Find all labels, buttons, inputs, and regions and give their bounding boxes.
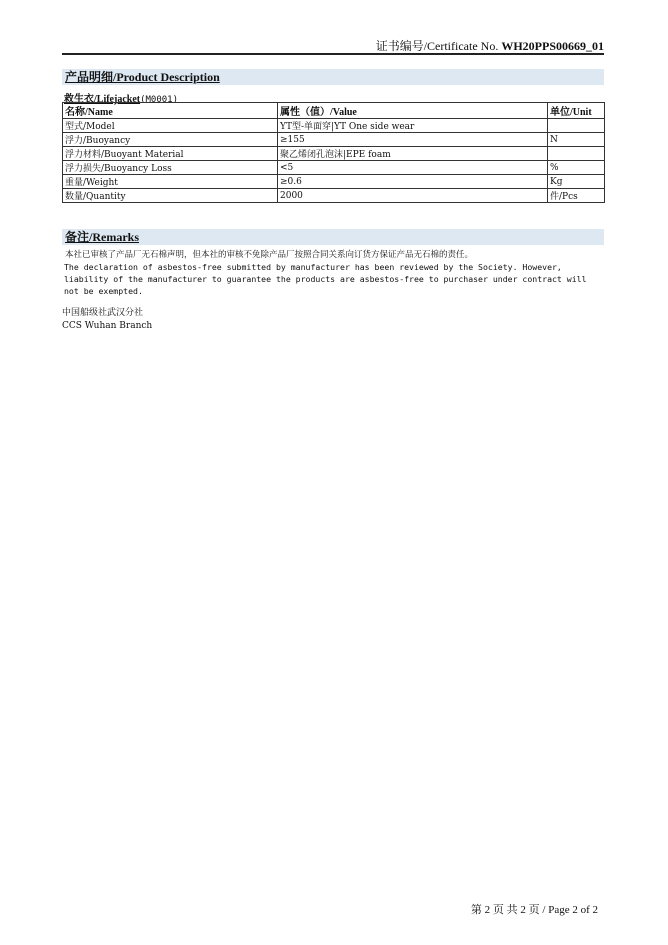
cell-value: ≥0.6	[278, 175, 548, 189]
product-spec-table	[62, 102, 605, 203]
cell-unit: %	[548, 161, 605, 175]
product-name: 救生衣/Lifejacket	[64, 94, 141, 105]
remarks-text	[64, 249, 606, 297]
cell-unit: 件/Pcs	[548, 189, 605, 203]
certificate-number: WH20PPS00669_01	[501, 39, 604, 53]
table-row	[63, 119, 605, 133]
certificate-number-header	[62, 37, 604, 54]
cell-name: 数量/Quantity	[63, 189, 278, 203]
cell-value: <5	[278, 161, 548, 175]
branch-name-english: CCS Wuhan Branch	[62, 321, 153, 331]
cell-unit	[548, 147, 605, 161]
page-number: 第 2 页 共 2 页 / Page 2 of 2	[470, 904, 598, 916]
table-row	[63, 133, 605, 147]
cell-name: 浮力材料/Buoyant Material	[63, 147, 278, 161]
remarks-heading: 备注/Remarks	[62, 229, 604, 245]
remarks-chinese: 本社已审核了产品厂无石棉声明，但本社的审核不免除产品厂按照合同关系向订货方保证产品无石棉的责任。	[65, 250, 474, 260]
column-header-name: 名称/Name	[63, 103, 278, 119]
product-code: (M0001)	[140, 95, 179, 105]
cell-value: ≥155	[278, 133, 548, 147]
cell-unit: N	[548, 133, 605, 147]
certificate-label: 证书编号/Certificate No.	[375, 39, 499, 53]
cell-value: 聚乙烯闭孔泡沫|EPE foam	[278, 147, 548, 161]
cell-name: 浮力损失/Buoyancy Loss	[63, 161, 278, 175]
header-divider	[62, 53, 604, 55]
table-row	[63, 175, 605, 189]
cell-name: 浮力/Buoyancy	[63, 133, 278, 147]
column-header-value: 属性（值）/Value	[278, 103, 548, 119]
cell-value: 2000	[278, 189, 548, 203]
product-description-heading: 产品明细/Product Description	[62, 69, 604, 85]
column-header-unit: 单位/Unit	[548, 103, 605, 119]
cell-name: 型式/Model	[63, 119, 278, 133]
table-row	[63, 189, 605, 203]
table-row	[63, 161, 605, 175]
remarks-english-line: The declaration of asbestos-free submitted by manufacturer has been reviewed by the Society. However,	[64, 262, 562, 272]
remarks-english-line: liability of the manufacturer to guarantee the products are asbestos-free to purchaser under contract will	[64, 274, 587, 284]
table-row	[63, 147, 605, 161]
issuing-branch	[62, 307, 152, 333]
remarks-english-line: not be exempted.	[64, 286, 143, 296]
cell-unit	[548, 119, 605, 133]
cell-name: 重量/Weight	[63, 175, 278, 189]
cell-unit: Kg	[548, 175, 605, 189]
branch-name-chinese: 中国船级社武汉分社	[62, 308, 144, 318]
cell-value: YT型-单面穿|YT One side wear	[278, 119, 548, 133]
table-header-row	[63, 103, 605, 119]
